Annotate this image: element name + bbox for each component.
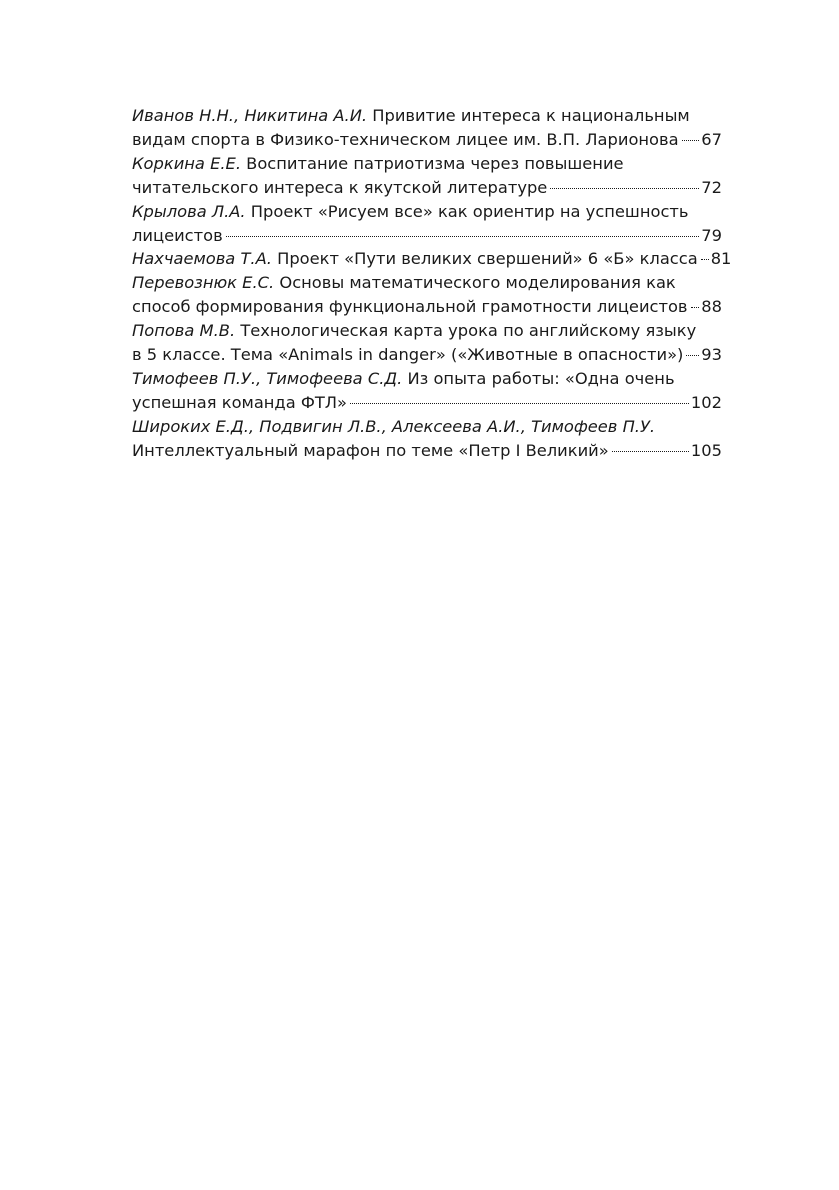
toc-entry-last-line [132,391,722,415]
toc-entry [132,367,722,415]
toc-entry [132,152,722,200]
table-of-contents [132,104,732,463]
toc-entry-first-line [132,200,722,224]
toc-entry-page-number: 102 [690,392,722,412]
toc-entry-single-line [132,247,732,271]
toc-entry [132,104,722,152]
toc-entry-author: Иванов Н.Н., Никитина А.И. [132,106,368,125]
dot-leader [691,307,700,308]
toc-entry-title-continued: видам спорта в Физико-техническом лицее им. В.П. Ларионова [132,129,679,149]
toc-entry-page-number: 88 [701,297,722,317]
toc-entry-title-continued: в 5 классе. Тема «Animals in danger» («Животные в опасности») [132,345,684,365]
toc-entry-page-number: 79 [701,225,722,245]
toc-entry [132,200,722,248]
toc-entry-page-number: 72 [701,177,722,197]
toc-entry-page-number: 93 [701,345,722,365]
toc-entry-title-continued: способ формирования функциональной грамотности лицеистов [132,297,688,317]
toc-entry-last-line [132,176,722,200]
dot-leader [682,140,700,141]
toc-entry-page-number: 81 [710,249,732,269]
toc-entry-author: Нахчаемова Т.А. [132,249,272,269]
toc-entry-title: Воспитание патриотизма через повышение [241,153,624,173]
toc-entry [132,319,722,367]
toc-entry-author: Попова М.В. [132,321,236,341]
toc-entry [132,271,722,319]
toc-entry-first-line [132,271,722,295]
toc-entry-page-number: 67 [701,129,722,149]
toc-entry-last-line [132,295,722,319]
toc-entry-title-continued: читательского интереса к якутской литературе [132,177,548,197]
toc-entry-first-line [132,319,722,343]
dot-leader [226,236,700,237]
toc-entry-title: Проект «Пути великих свершений» 6 «Б» класса [271,249,698,269]
dot-leader [550,188,699,189]
toc-entry-first-line [132,104,722,128]
toc-entry-title: Из опыта работы: «Одна очень [402,368,675,388]
toc-entry-first-line [132,152,722,176]
toc-entry-title-continued: лицеистов [132,225,223,245]
dot-leader [701,259,709,260]
toc-entry [132,415,722,463]
toc-entry-title: Проект «Рисуем все» как ориентир на успешность [245,201,689,221]
toc-entry-author: Перевознюк Е.С. [132,273,275,293]
dot-leader [686,355,699,356]
toc-entry-title: Основы математического моделирования как [274,273,676,293]
toc-entry [132,247,732,271]
toc-entry-last-line [132,343,722,367]
toc-entry-last-line [132,224,722,248]
toc-entry-author: Тимофеев П.У., Тимофеева С.Д. [132,368,403,388]
toc-entry-last-line [132,128,722,152]
toc-entry-author: Широких Е.Д., Подвигин Л.В., Алексеева А.И., Тимофеев П.У. [132,416,656,436]
toc-entry-title: Интеллектуальный марафон по теме «Петр I Великий» [132,440,609,460]
toc-entry-last-line [132,439,722,463]
toc-entry-page-number: 105 [690,440,722,460]
toc-entry-author: Коркина Е.Е. [132,153,241,173]
toc-entry-title: Технологическая карта урока по английскому языку [235,321,697,341]
toc-entry-first-line [132,415,722,439]
toc-entry-first-line [132,367,722,391]
dot-leader [350,403,689,404]
toc-entry-title: Привитие интереса к национальным [367,106,690,125]
dot-leader [612,451,689,452]
toc-entry-title-continued: успешная команда ФТЛ» [132,392,348,412]
toc-entry-author: Крылова Л.А. [132,201,246,221]
